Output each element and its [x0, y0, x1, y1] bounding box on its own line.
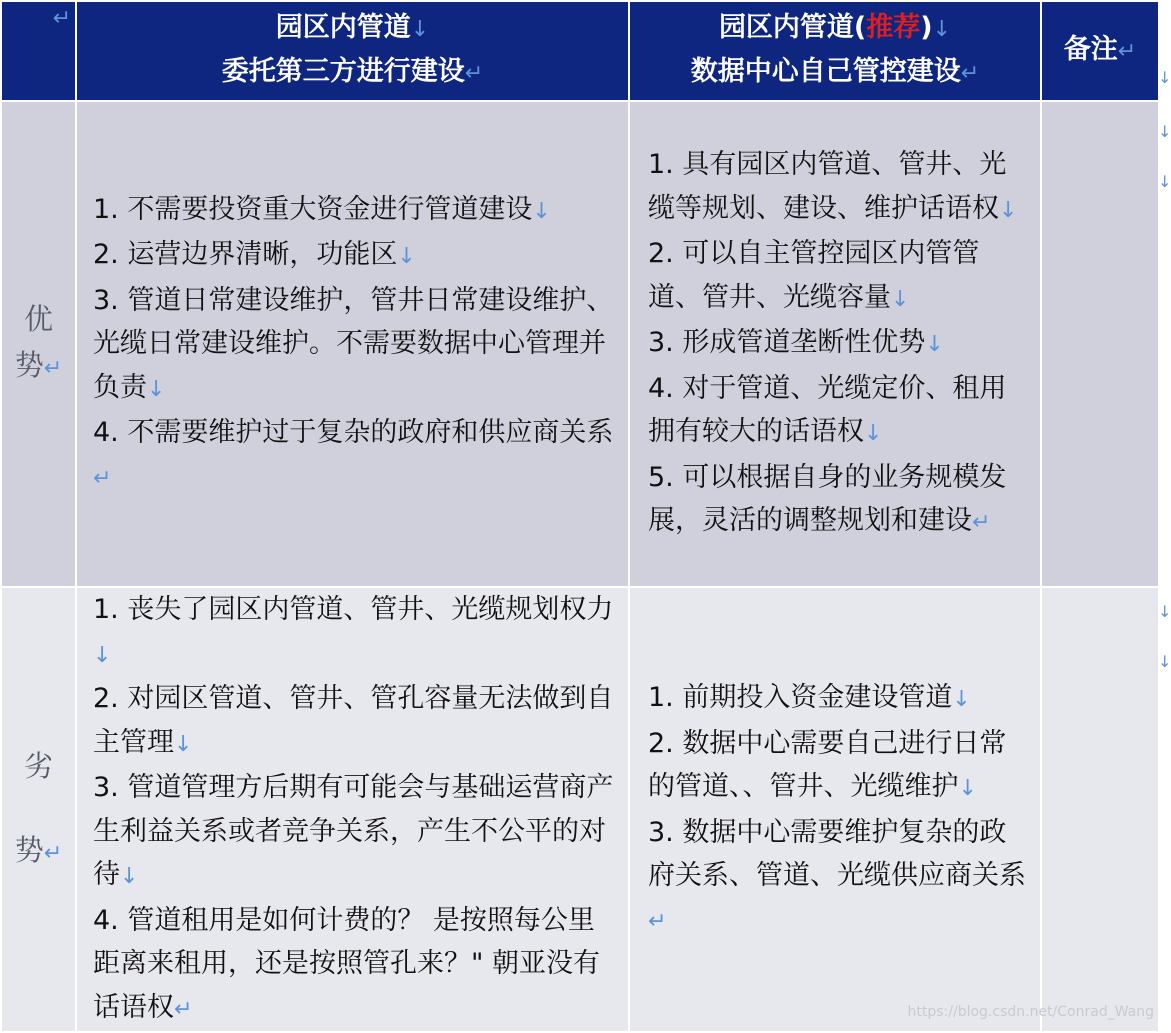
- return-mark-icon: ↵: [43, 356, 63, 381]
- disadvantages-notes-cell: [1041, 587, 1159, 1032]
- down-arrow-icon: ↓: [147, 376, 166, 402]
- disadvantages-third-party-list: [77, 588, 628, 1031]
- header-self-build-line1b: ): [920, 12, 933, 43]
- advantages-notes-cell: [1041, 101, 1159, 587]
- return-mark-icon: ↵: [960, 61, 980, 86]
- down-arrow-icon: ↓: [864, 421, 883, 447]
- disadvantages-label-char1: 劣: [23, 748, 53, 783]
- return-mark-icon: ↵: [972, 510, 991, 536]
- return-mark-icon: ↵: [1117, 39, 1137, 64]
- advantages-row: [1, 101, 1159, 587]
- down-arrow-icon: ↓: [397, 244, 416, 270]
- down-arrow-icon: ↓: [120, 864, 139, 889]
- list-item: 5. 可以根据自身的业务规模发展，灵活的调整规划和建设↵: [648, 461, 1007, 537]
- list-item: 3. 管道日常建设维护，管井日常建设维护、光缆日常建设维护。不需要数据中心管理并负责↓: [93, 284, 614, 403]
- edge-arrow-icon: ↓: [1158, 68, 1171, 87]
- list-item: 1. 丧失了园区内管道、管井、光缆规划权力↓: [93, 594, 614, 668]
- return-mark-icon: ↵: [52, 6, 71, 31]
- disadvantages-label: [1, 587, 76, 1032]
- header-row: [1, 1, 1159, 101]
- list-item: 2. 运营边界清晰，功能区↓: [93, 239, 416, 271]
- list-item: 1. 具有园区内管道、管井、光缆等规划、建设、维护话语权↓: [648, 149, 1018, 224]
- advantages-self-build-list: [630, 143, 1040, 545]
- return-mark-icon: ↵: [43, 840, 63, 866]
- edge-arrow-icon: ↓: [1158, 602, 1171, 621]
- advantages-label: [1, 101, 76, 587]
- advantages-third-party-cell: [76, 101, 629, 587]
- header-self-build-line2: 数据中心自己管控建设: [690, 56, 961, 87]
- disadvantages-label-char2: 势↵: [14, 832, 63, 867]
- header-self-build-line1a: 园区内管道(: [718, 12, 867, 43]
- edge-arrow-icon: ↓: [1158, 122, 1171, 141]
- down-arrow-icon: ↓: [532, 198, 551, 224]
- recommended-tag: 推荐: [866, 12, 921, 43]
- disadvantages-self-build-list: [630, 676, 1040, 943]
- header-third-party-line2: 委托第三方进行建设: [221, 56, 465, 87]
- down-arrow-icon: ↓: [93, 642, 112, 668]
- list-item: 4. 对于管道、光缆定价、租用拥有较大的话语权↓: [648, 372, 1007, 448]
- down-arrow-icon: ↓: [952, 687, 971, 712]
- return-mark-icon: ↵: [93, 465, 112, 491]
- list-item: 3. 形成管道垄断性优势↓: [648, 327, 944, 359]
- list-item: 3. 数据中心需要维护复杂的政府关系、管道、光缆供应商关系↵: [648, 816, 1026, 934]
- disadvantages-row: [1, 587, 1159, 1032]
- header-self-build: [629, 1, 1041, 101]
- advantages-label-char1: 优: [23, 302, 53, 336]
- down-arrow-icon: ↓: [925, 332, 944, 358]
- header-notes-label: 备注: [1063, 34, 1118, 65]
- advantages-self-build-cell: [629, 101, 1041, 587]
- list-item: 3. 管道管理方后期有可能会与基础运营商产生利益关系或者竞争关系，产生不公平的对待↓: [93, 772, 614, 890]
- down-arrow-icon: ↓: [410, 17, 430, 42]
- list-item: 2. 对园区管道、管井、管孔容量无法做到自主管理↓: [93, 683, 614, 758]
- header-third-party: [76, 1, 629, 101]
- return-mark-icon: ↵: [174, 996, 193, 1022]
- down-arrow-icon: ↓: [932, 17, 952, 42]
- down-arrow-icon: ↓: [999, 197, 1018, 223]
- list-item: 4. 不需要维护过于复杂的政府和供应商关系↵: [93, 417, 614, 491]
- list-item: 2. 数据中心需要自己进行日常的管道、、管井、光缆维护↓: [648, 727, 1007, 802]
- list-item: 4. 管道租用是如何计费的？ 是按照每公里距离来租用，还是按照管孔来？" 朝亚没有话语权↵: [93, 904, 601, 1023]
- return-mark-icon: ↵: [648, 908, 667, 934]
- watermark: https://blog.csdn.net/Conrad_Wang: [907, 1004, 1154, 1020]
- list-item: 2. 可以自主管控园区内管管道、管井、光缆容量↓: [648, 238, 980, 313]
- down-arrow-icon: ↓: [958, 776, 977, 801]
- advantages-third-party-list: [77, 188, 628, 501]
- disadvantages-third-party-cell: [76, 587, 629, 1032]
- down-arrow-icon: ↓: [891, 286, 910, 312]
- list-item: 1. 前期投入资金建设管道↓: [648, 682, 971, 713]
- return-mark-icon: ↵: [464, 61, 484, 86]
- edge-arrow-icon: ↓: [1158, 652, 1171, 671]
- header-third-party-line1: 园区内管道: [275, 12, 411, 43]
- list-item: 1. 不需要投资重大资金进行管道建设↓: [93, 193, 551, 225]
- advantages-label-char2: 势↵: [14, 348, 63, 382]
- disadvantages-self-build-cell: [629, 587, 1041, 1032]
- down-arrow-icon: ↓: [174, 731, 193, 757]
- header-notes: [1041, 1, 1159, 101]
- corner-header: [1, 1, 76, 101]
- edge-arrow-icon: ↓: [1158, 172, 1171, 191]
